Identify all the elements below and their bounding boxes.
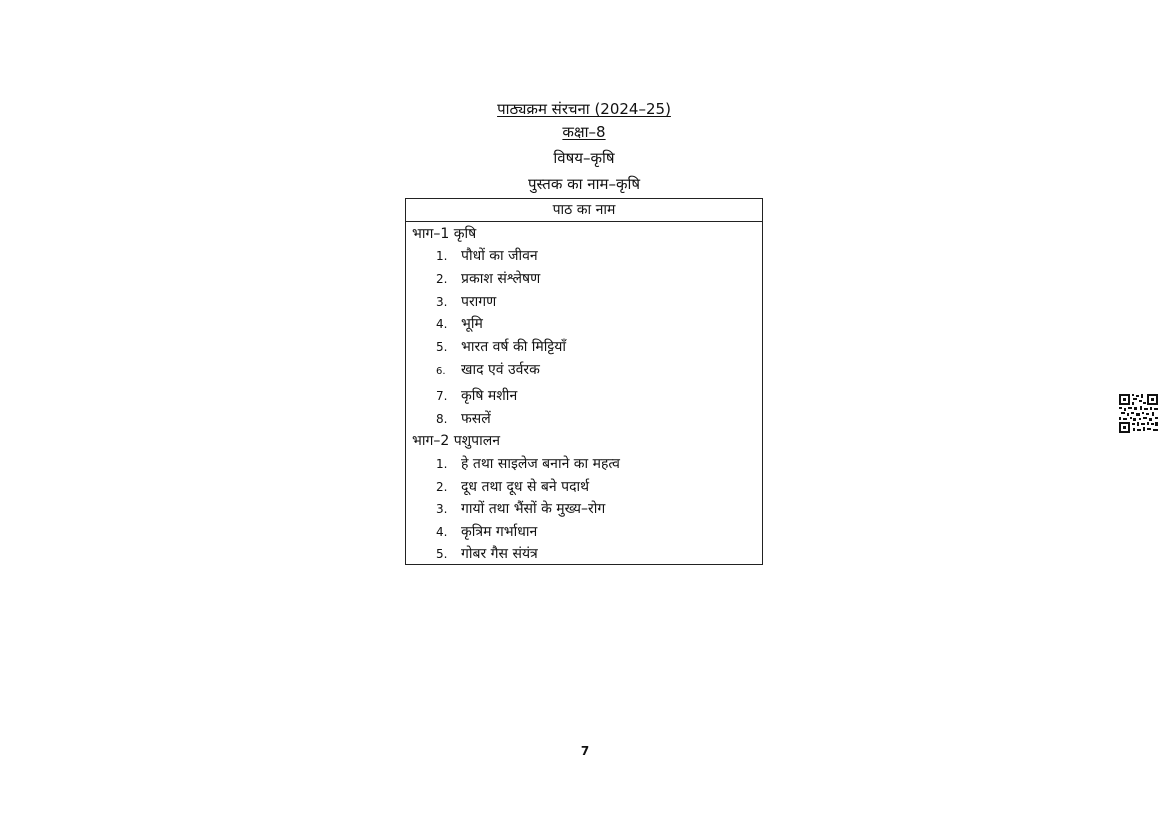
class-heading	[384, 122, 784, 142]
lesson-row	[436, 270, 540, 288]
lesson-number: 8.	[436, 412, 448, 426]
lesson-row	[436, 523, 537, 541]
lesson-title: परागण	[461, 294, 497, 310]
lesson-number: 2.	[436, 272, 448, 286]
lesson-title: भारत वर्ष की मिट्टियाँ	[461, 339, 566, 355]
lesson-row	[436, 387, 517, 405]
book-name-label: पुस्तक का नाम–कृषि	[527, 175, 641, 193]
lesson-number: 5.	[436, 340, 448, 354]
lesson-number: 2.	[436, 480, 448, 494]
lesson-number: 6.	[436, 366, 446, 377]
lesson-row	[436, 315, 483, 333]
lesson-number: 5.	[436, 547, 448, 561]
lesson-number: 3.	[436, 295, 448, 309]
lesson-title: गायों तथा भैंसों के मुख्य–रोग	[461, 501, 606, 517]
book-name-heading	[384, 174, 784, 194]
part-heading: भाग–2 पशुपालन	[412, 433, 501, 449]
subject-label: विषय–कृषि	[553, 149, 615, 167]
lesson-number: 7.	[436, 389, 448, 403]
lesson-title: कृषि मशीन	[461, 388, 518, 404]
curriculum-title: पाठ्यक्रम संरचना (2024–25)	[497, 100, 671, 118]
lesson-number: 1.	[436, 457, 448, 471]
lesson-number: 1.	[436, 249, 448, 263]
class-label: कक्षा–8	[562, 123, 606, 141]
lesson-row	[436, 293, 496, 311]
lesson-row	[436, 455, 620, 473]
lesson-title: दूध तथा दूध से बने पदार्थ	[461, 479, 590, 495]
part-heading: भाग–1 कृषि	[412, 226, 477, 242]
subject-heading	[384, 148, 784, 168]
lesson-row	[436, 500, 605, 518]
lesson-row	[436, 410, 491, 428]
lesson-title: पौधों का जीवन	[461, 248, 538, 264]
lesson-title: फसलें	[461, 411, 491, 427]
lesson-row	[436, 478, 589, 496]
lesson-title: कृत्रिम गर्भाधान	[461, 524, 538, 540]
lesson-row	[436, 247, 538, 265]
lesson-title: हे तथा साइलेज बनाने का महत्व	[461, 456, 620, 472]
lesson-row	[436, 545, 538, 563]
lesson-number: 4.	[436, 525, 448, 539]
lesson-title: खाद एवं उर्वरक	[461, 362, 540, 378]
table-column-header: पाठ का नाम	[406, 199, 762, 222]
lesson-title: प्रकाश संश्लेषण	[461, 271, 541, 287]
lesson-row	[436, 361, 540, 381]
lesson-title: गोबर गैस संयंत्र	[461, 546, 538, 562]
qr-code-icon	[1119, 394, 1158, 433]
page-number: 7	[580, 744, 590, 758]
lessons-table	[405, 198, 763, 565]
lesson-number: 3.	[436, 502, 448, 516]
page-title	[384, 99, 784, 119]
lesson-number: 4.	[436, 317, 448, 331]
lesson-title: भूमि	[461, 316, 483, 332]
lesson-row	[436, 338, 566, 356]
